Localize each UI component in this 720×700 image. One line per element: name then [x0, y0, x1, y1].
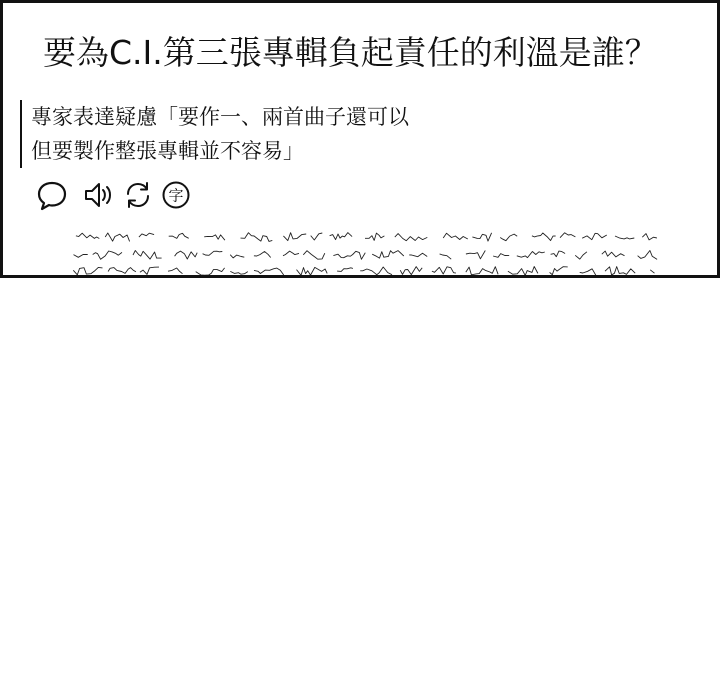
scribble-stroke [440, 254, 452, 259]
headline: 要為C.I.第三張專輯負起責任的利溫是誰？ [43, 33, 658, 72]
scribble-stroke [650, 270, 654, 273]
scribble-stroke [76, 233, 99, 238]
scribble-stroke [580, 269, 596, 276]
scribble-stroke [330, 233, 353, 240]
scribble-stroke [409, 253, 427, 257]
blank-area [0, 281, 720, 700]
scribble-stroke [140, 267, 159, 274]
refresh-icon[interactable] [122, 178, 154, 212]
scribble-stroke [395, 234, 428, 241]
scribble-stroke [517, 252, 545, 258]
scribble-stroke [532, 233, 556, 241]
speaker-icon[interactable] [82, 178, 114, 212]
scribble-stroke [139, 233, 154, 237]
scribble-stroke [283, 251, 299, 256]
scribble-stroke [575, 252, 587, 259]
scribble-stroke [360, 267, 392, 275]
scribble-stroke [582, 233, 607, 239]
scribble-stroke [493, 254, 509, 258]
scribble-stroke [203, 251, 223, 255]
scribble-stroke [443, 233, 468, 239]
scribble-stroke [283, 233, 306, 241]
expert-quote [20, 100, 409, 168]
scribble-stroke [175, 251, 198, 259]
scribble-stroke [333, 251, 365, 259]
scribble-stroke [93, 251, 122, 259]
comic-panel [0, 0, 720, 278]
scribble-stroke [297, 267, 328, 275]
scribble-stroke [432, 267, 456, 274]
scribble-stroke [400, 267, 422, 275]
scribble-stroke [642, 234, 657, 240]
scribble-stroke [615, 236, 634, 239]
scribble-stroke [551, 251, 566, 257]
scribble-stroke [550, 267, 568, 275]
scribble-stroke [365, 233, 384, 240]
quote-line-1: 專家表達疑慮「要作一、兩首曲子還可以 [31, 105, 409, 129]
illegible-text-block [69, 227, 659, 277]
scribble-stroke [196, 268, 225, 275]
scribble-stroke [169, 233, 189, 238]
scribble-stroke [560, 233, 575, 238]
scribble-stroke [105, 233, 129, 241]
scribble-stroke [372, 251, 404, 259]
scribble-stroke [74, 255, 88, 258]
scribble-stroke [500, 234, 517, 241]
scribble-stroke [73, 267, 102, 274]
scribble-stroke [311, 233, 323, 240]
scribble-stroke [241, 233, 273, 242]
scribble-stroke [602, 251, 625, 257]
scribble-stroke [108, 268, 136, 274]
translate-icon[interactable] [160, 178, 192, 212]
scribble-stroke [204, 235, 225, 240]
comment-icon[interactable] [36, 178, 68, 212]
scribble-stroke [230, 271, 248, 274]
scribble-stroke [133, 251, 162, 260]
scribble-stroke [230, 255, 244, 258]
quote-line-2: 但要製作整張專輯並不容易」 [31, 139, 304, 163]
scribble-stroke [472, 233, 491, 241]
scribble-stroke [605, 267, 635, 275]
scribble-stroke [254, 268, 284, 275]
scribble-stroke [168, 268, 183, 274]
scribble-stroke [466, 267, 498, 275]
translate-glyph: 字 [168, 186, 184, 205]
scribble-stroke [303, 251, 325, 260]
scribble-stroke [466, 251, 485, 259]
scribble-stroke [638, 251, 658, 260]
scribble-stroke [337, 268, 353, 272]
scribble-stroke [254, 252, 271, 258]
scribble-stroke [508, 267, 538, 276]
